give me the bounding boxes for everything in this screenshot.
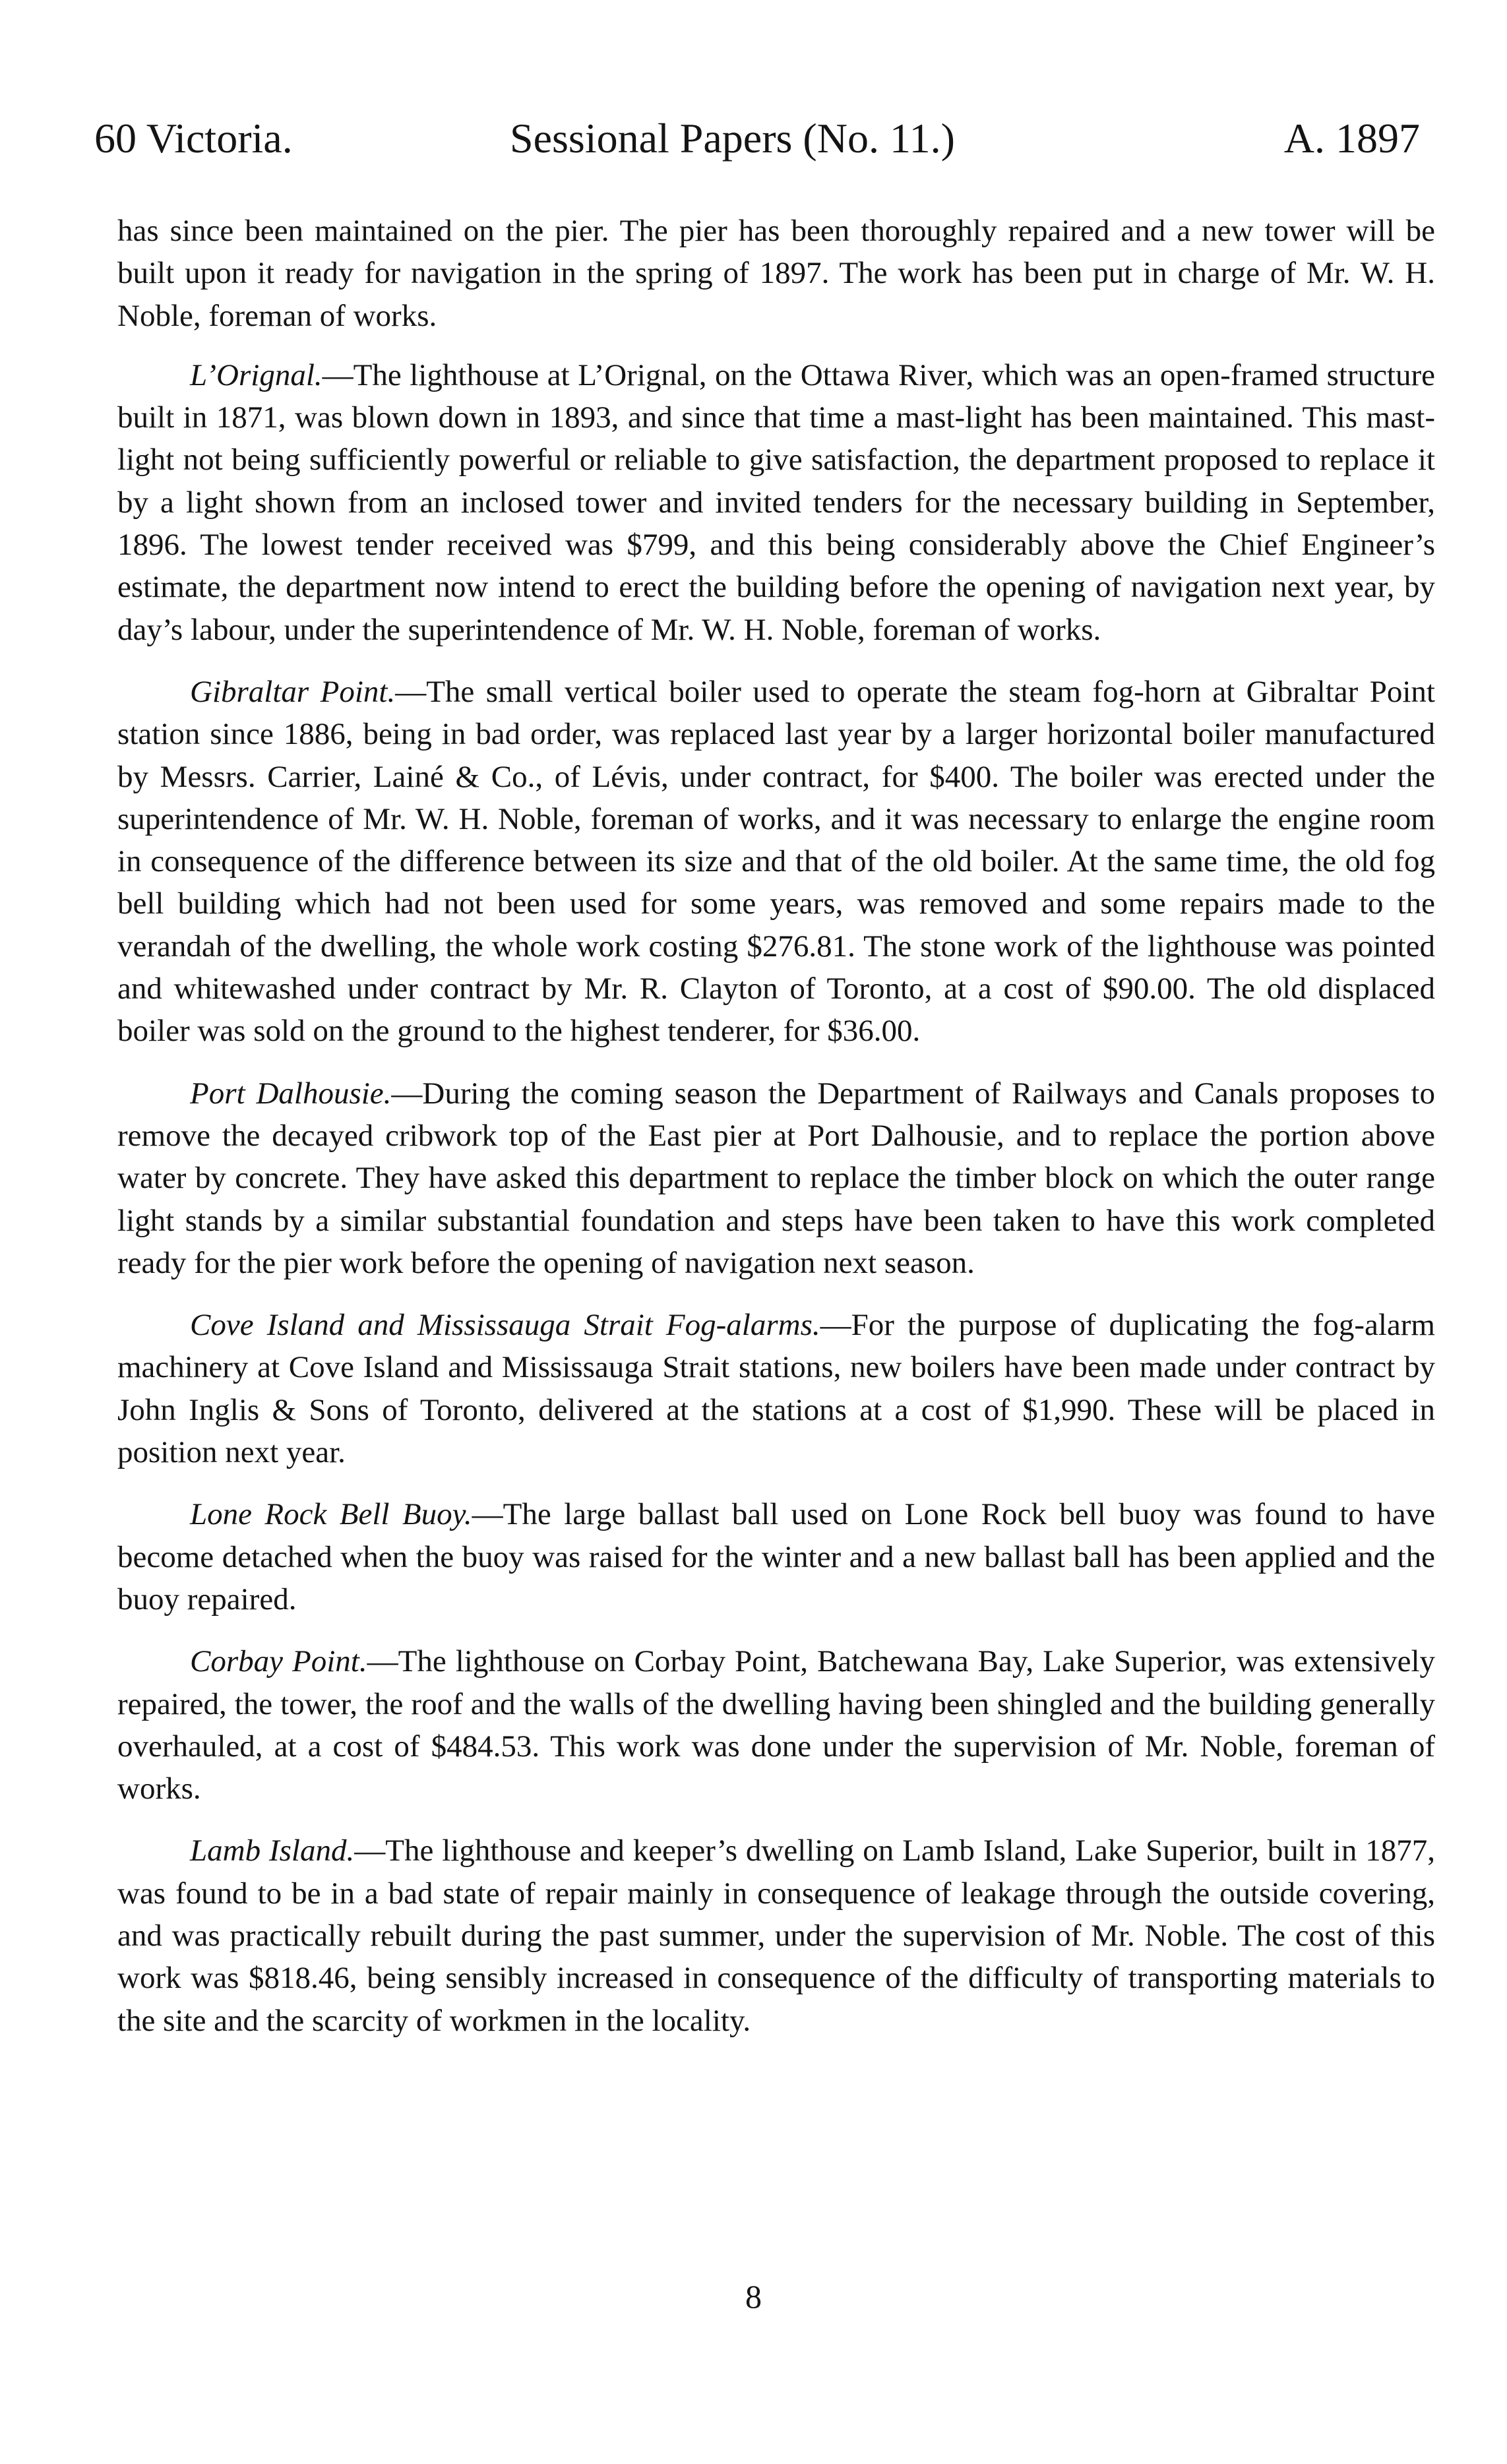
paragraph bbox=[117, 210, 1435, 337]
page-header bbox=[94, 109, 1420, 168]
paragraph-heading: Port Dalhousie. bbox=[190, 1076, 392, 1111]
paragraph-text: —The lighthouse at L’Orignal, on the Ottawa River, which was an open-framed structure built in 1871, was blown down in 1893, and since that time a mast-light has been maintained. This mast-light not being sufficiently powerful or reliable to give satisfaction, the department proposed to replace it by a light shown from an inclosed tower and invited tenders for the necessary building in September, 1896. The lowest tender received was $799, and this being considerably above the Chief Engineer’s estimate, the department now intend to erect the building before the opening of navigation next year, by day’s labour, under the superintendence of Mr. W. H. Noble, foreman of works. bbox=[117, 357, 1435, 647]
page-number: 8 bbox=[745, 2278, 762, 2315]
paragraph-text: —The large ballast ball used on Lone Rock bell buoy was found to have become detached when the buoy was raised for the winter and a new ballast ball has been applied and the buoy repaired. bbox=[117, 1497, 1435, 1617]
paragraph-text: —The lighthouse and keeper’s dwelling on Lamb Island, Lake Superior, built in 1877, was found to be in a bad state of repair mainly in consequence of leakage through the outside covering, and was practically rebuilt during the past summer, under the supervision of Mr. Noble. The cost of this work was $818.46, being sensibly increased in consequence of the difficulty of transporting materials to the site and the scarcity of workmen in the locality. bbox=[117, 1833, 1435, 2038]
paragraph-heading: Lone Rock Bell Buoy. bbox=[190, 1497, 472, 1532]
paragraph-text: —During the coming season the Department of Railways and Canals proposes to remove the decayed cribwork top of the East pier at Port Dalhousie, and to replace the portion above water by concrete. They have asked this department to replace the timber block on which the outer range light stands by a similar substantial foundation and steps have been taken to have this work completed ready for the pier work before the opening of navigation next season. bbox=[117, 1076, 1435, 1280]
body-text bbox=[117, 210, 1435, 2062]
paragraph bbox=[117, 1493, 1435, 1620]
paragraph bbox=[117, 671, 1435, 1053]
paragraph bbox=[117, 354, 1435, 651]
paragraph-text: —For the purpose of duplicating the fog-alarm machinery at Cove Island and Mississauga Strait stations, new boilers have been made under contract by John Inglis & Sons of Toronto, delivered at the stations at a cost of $1,990. These will be placed in position next year. bbox=[117, 1308, 1435, 1470]
paragraph bbox=[117, 1830, 1435, 2041]
paragraph-heading: Lamb Island. bbox=[190, 1833, 355, 1868]
paragraph-text: has since been maintained on the pier. The pier has been thoroughly repaired and a new tower will be built upon it ready for navigation in the spring of 1897. The work has been put in charge of Mr. W. H. Noble, foreman of works. bbox=[117, 214, 1435, 333]
header-right: A. 1897 bbox=[1283, 115, 1420, 162]
paragraph bbox=[117, 1304, 1435, 1473]
header-left: 60 Victoria. bbox=[94, 115, 293, 162]
paragraph-text: —The small vertical boiler used to operate the steam fog-horn at Gibraltar Point station since 1886, being in bad order, was replaced last year by a larger horizontal boiler manufactured by Messrs. Carrier, Lainé & Co., of Lévis, under contract, for $400. The boiler was erected under the superintendence of Mr. W. H. Noble, foreman of works, and it was necessary to enlarge the engine room in consequence of the difference between its size and that of the old boiler. At the same time, the old fog bell building which had not been used for some years, was removed and some repairs made to the verandah of the dwelling, the whole work costing $276.81. The stone work of the lighthouse was pointed and whitewashed under contract by Mr. R. Clayton of Toronto, at a cost of $90.00. The old displaced boiler was sold on the ground to the highest tenderer, for $36.00. bbox=[117, 674, 1435, 1049]
paragraph-heading: Cove Island and Mississauga Strait Fog-alarms. bbox=[190, 1308, 820, 1343]
paragraph bbox=[117, 1640, 1435, 1810]
paragraph-heading: L’Orignal. bbox=[190, 357, 323, 392]
paragraph-heading: Gibraltar Point. bbox=[190, 674, 396, 709]
paragraph-heading: Corbay Point. bbox=[190, 1644, 367, 1679]
paragraph-text: —The lighthouse on Corbay Point, Batchewana Bay, Lake Superior, was extensively repaired, the tower, the roof and the walls of the dwelling having been shingled and the building generally overhauled, at a cost of $484.53. This work was done under the supervision of Mr. Noble, foreman of works. bbox=[117, 1644, 1436, 1806]
paragraph bbox=[117, 1072, 1435, 1284]
header-center: Sessional Papers (No. 11.) bbox=[510, 115, 955, 162]
